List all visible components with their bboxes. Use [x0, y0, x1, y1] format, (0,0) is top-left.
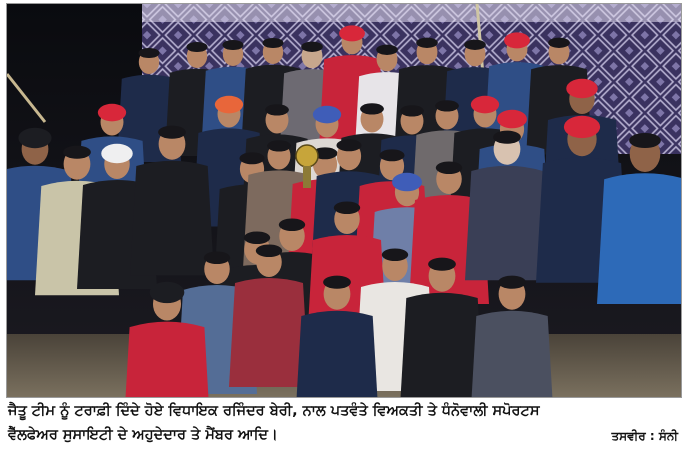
person-body: [123, 322, 211, 397]
person-hair: [63, 146, 91, 159]
person-hair: [493, 131, 521, 144]
person-hair: [464, 40, 486, 50]
person-hair: [244, 231, 270, 244]
person-hair: [416, 38, 438, 48]
person-hair: [548, 38, 570, 48]
photo-caption: [8, 399, 676, 447]
person-hair: [138, 48, 159, 58]
person-body: [465, 166, 549, 280]
person-hair: [629, 133, 661, 148]
person-body: [597, 173, 681, 304]
person-body: [400, 293, 484, 397]
news-photo: [6, 3, 682, 398]
turban: [497, 110, 527, 129]
person-hair: [400, 105, 424, 116]
turban: [101, 144, 133, 164]
person-hair: [436, 161, 462, 174]
person-body: [130, 161, 214, 275]
turban: [18, 128, 51, 148]
person-hair: [382, 248, 408, 261]
person-hair: [265, 104, 289, 115]
turban: [339, 25, 365, 41]
person-body: [295, 311, 379, 397]
person-hair: [301, 42, 323, 52]
person-hair: [262, 38, 283, 48]
turban: [471, 96, 499, 114]
caption-line-2: ਵੈੱਲਫੇਅਰ ਸੁਸਾਇਟੀ ਦੇ ਅਹੁਦੇਦਾਰ ਤੇ ਮੈਂਬਰ ਆਦਿ।: [8, 427, 278, 443]
photo-credit: ਤਸਵੀਰ : ਸੰਨੀ: [611, 429, 678, 443]
turban: [98, 104, 126, 122]
person-hair: [435, 100, 459, 111]
turban: [215, 96, 243, 114]
person-hair: [336, 139, 361, 151]
person-hair: [379, 149, 404, 161]
person-hair: [267, 140, 291, 151]
person-hair: [428, 258, 456, 271]
person-hair: [323, 276, 351, 289]
turban: [566, 79, 598, 99]
person-body: [470, 311, 554, 397]
person-hair: [158, 126, 186, 139]
person-hair: [186, 42, 207, 52]
trophy-stem: [303, 166, 311, 188]
tent-valance: [142, 4, 681, 22]
turban: [150, 282, 185, 303]
person-hair: [360, 103, 384, 114]
trophy-cup: [296, 145, 318, 167]
person-hair: [376, 45, 398, 55]
person-hair: [256, 244, 282, 257]
person-hair: [498, 276, 526, 289]
turban: [392, 173, 422, 192]
turban: [504, 32, 530, 48]
person-hair: [204, 251, 230, 264]
person-hair: [222, 40, 243, 50]
turban: [313, 106, 341, 124]
person-hair: [239, 152, 264, 164]
person-hair: [334, 201, 360, 214]
caption-line-1: ਜੈਤੂ ਟੀਮ ਨੂੰ ਟਰਾਫ਼ੀ ਦਿੰਦੇ ਹੋਏ ਵਿਧਾਇਕ ਰਜਿੰਦਰ ਬੇਰੀ, ਨਾਲ ਪਤਵੰਤੇ ਵਿਅਕਤੀ ਤੇ ਧੰਨੋਵਾਲੀ ਸਪੋਰਟਸ: [8, 403, 540, 419]
group-photo-illustration: [7, 4, 681, 397]
person-hair: [279, 218, 305, 231]
turban: [564, 116, 600, 138]
person-body: [229, 278, 309, 387]
